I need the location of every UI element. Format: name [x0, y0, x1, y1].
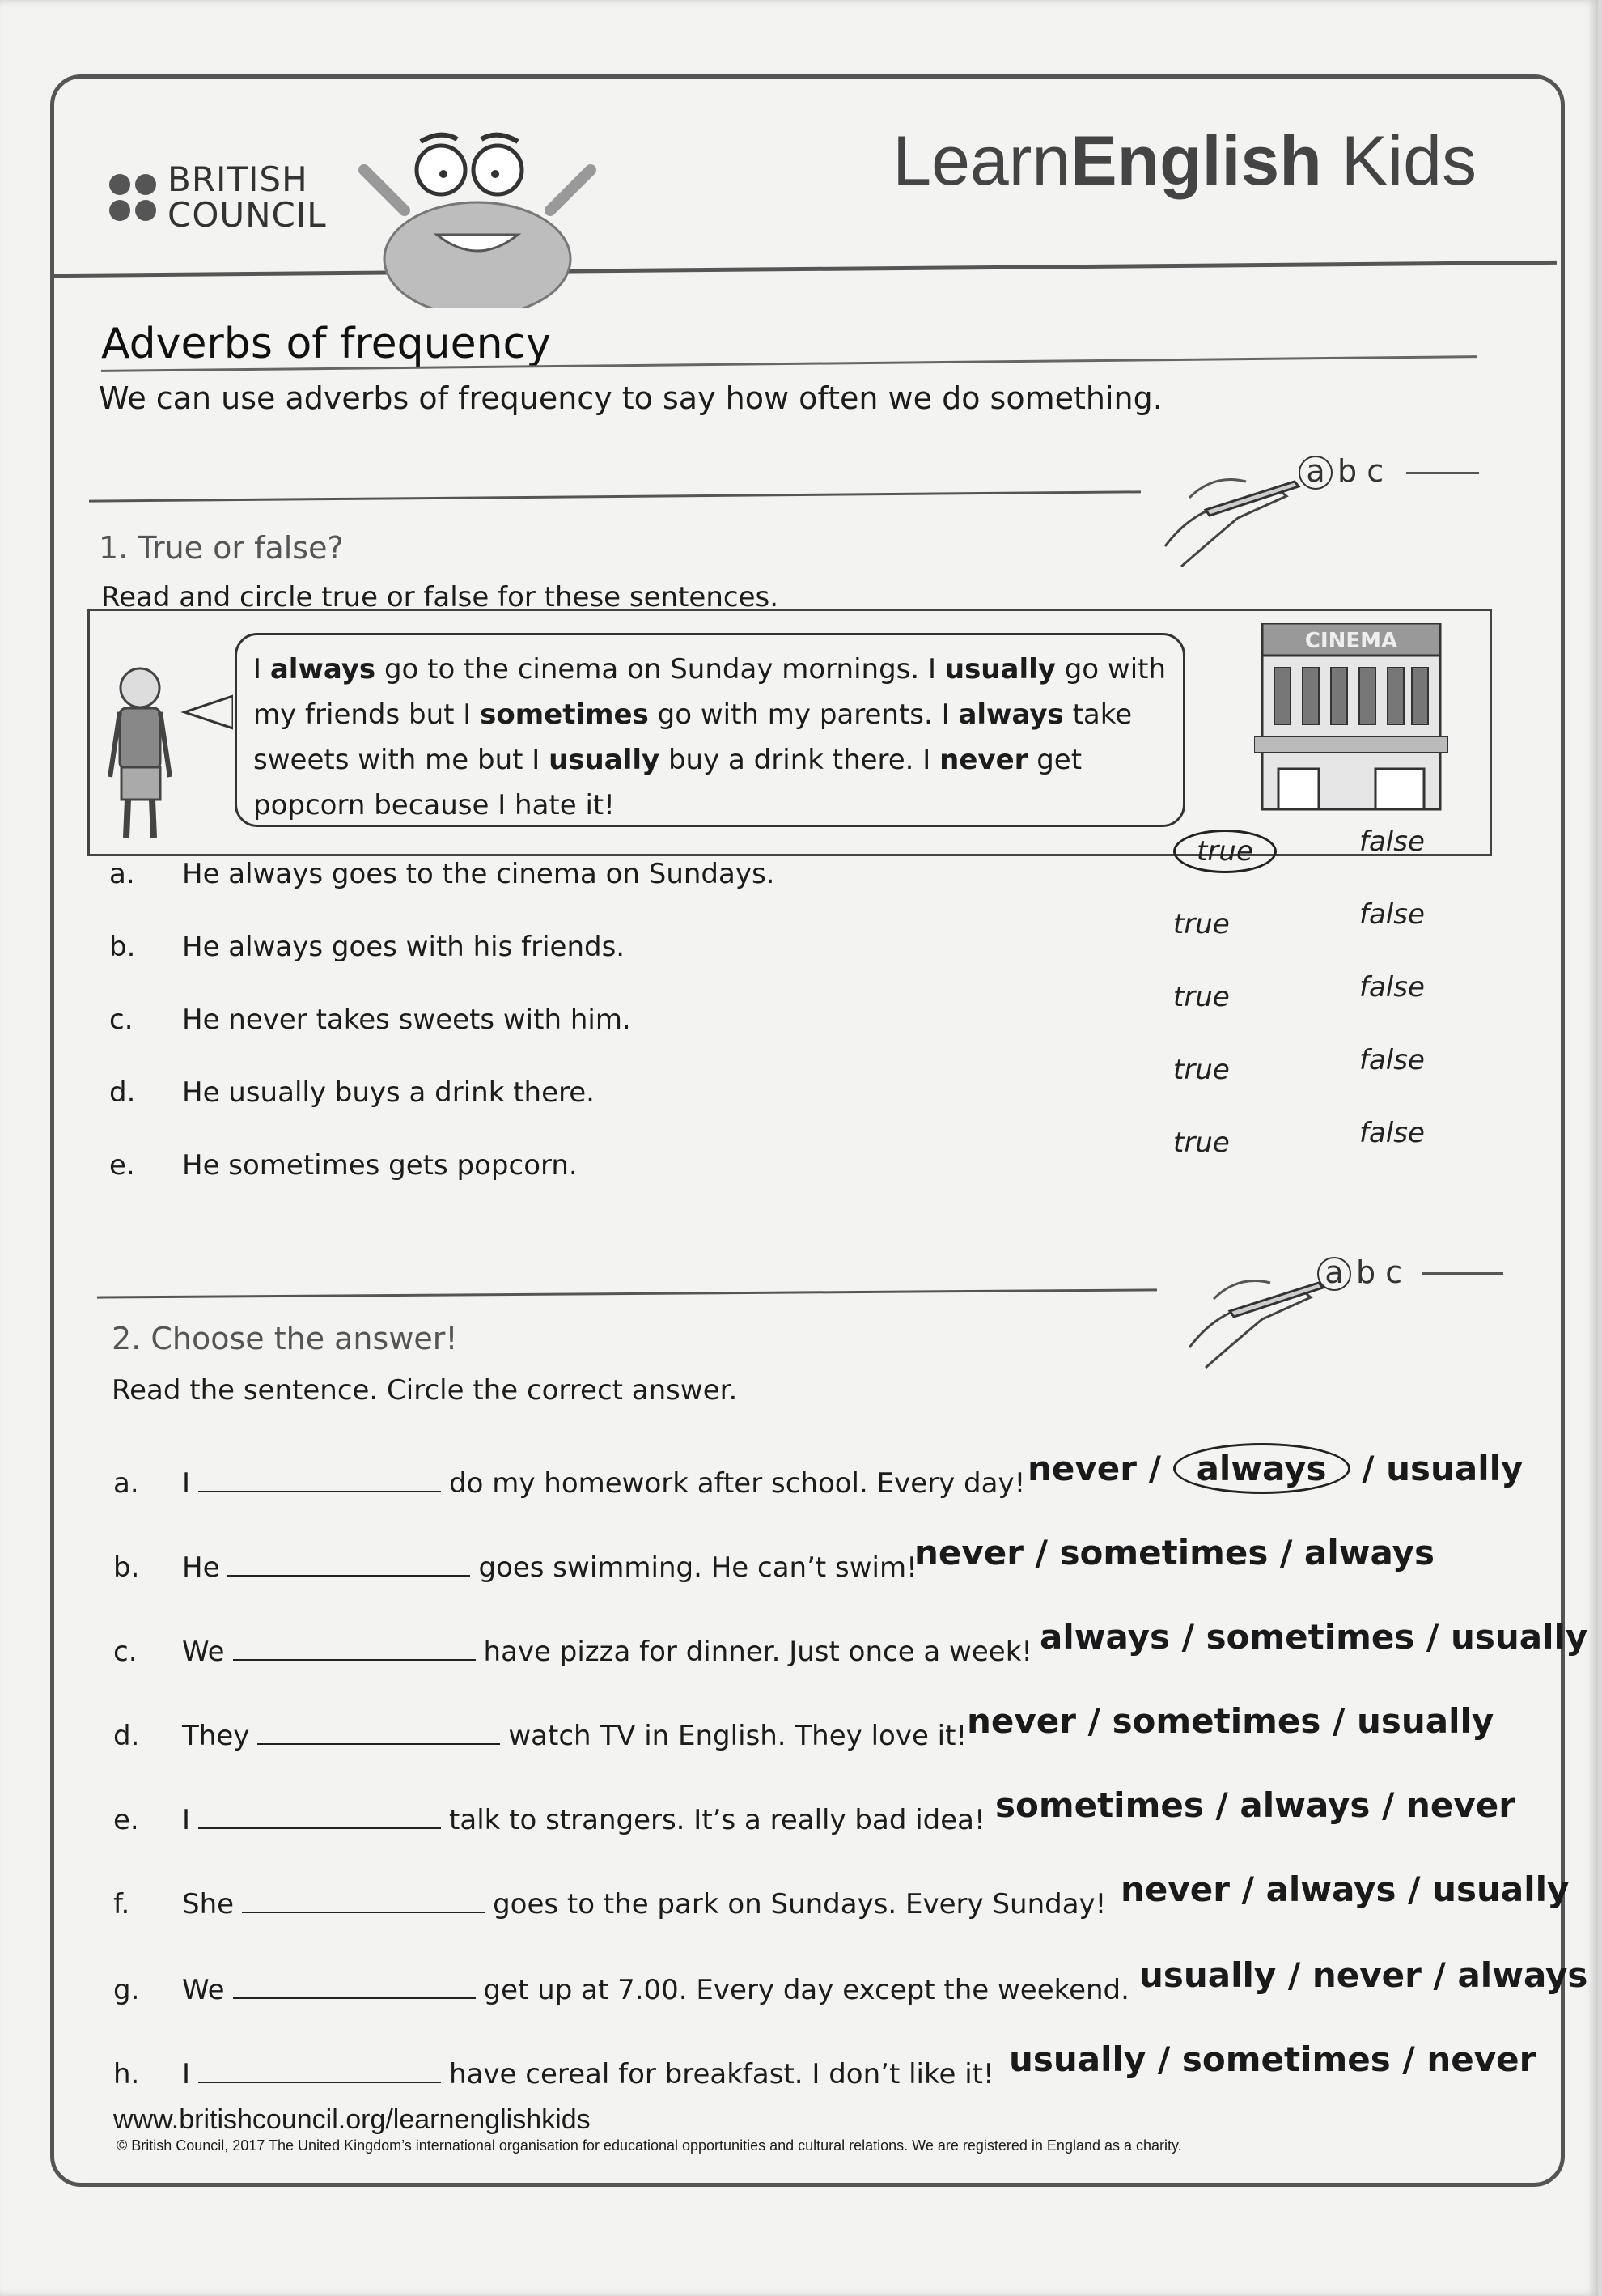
- tf-question: [109, 1004, 631, 1036]
- question-text: have pizza for dinner. Just once a week!: [483, 1636, 1033, 1668]
- answer-blank[interactable]: [233, 1973, 476, 1999]
- answer-option[interactable]: sometimes: [1206, 1617, 1415, 1657]
- logo-dots-icon: [109, 174, 156, 221]
- answer-options: [1028, 1449, 1523, 1488]
- question-letter: d.: [109, 1076, 136, 1109]
- false-option[interactable]: false: [1359, 1044, 1425, 1076]
- british-council-logo: [109, 159, 327, 235]
- true-option[interactable]: true: [1173, 908, 1230, 940]
- question-subject: I: [182, 2058, 191, 2090]
- abc-line-1: [1406, 472, 1479, 474]
- answer-blank[interactable]: [198, 2057, 441, 2083]
- answer-options: [1009, 2039, 1536, 2079]
- false-option[interactable]: false: [1359, 898, 1425, 931]
- story-fragment: take sweets with me but I: [253, 698, 1133, 776]
- question-letter: a.: [113, 1467, 139, 1500]
- answer-blank[interactable]: [227, 1551, 470, 1577]
- tf-question: [109, 1076, 595, 1109]
- brand-english: English: [1070, 122, 1322, 200]
- question-letter: a.: [109, 858, 135, 890]
- section1-heading: 1. True or false?: [99, 530, 344, 566]
- section2-instruction: Read the sentence. Circle the correct answer.: [112, 1374, 738, 1407]
- option-separator: /: [1390, 2039, 1427, 2079]
- answer-option[interactable]: sometimes: [1181, 2039, 1391, 2079]
- question-letter: g.: [113, 1974, 140, 2006]
- answer-option[interactable]: sometimes: [1112, 1701, 1321, 1741]
- option-separator: /: [1320, 1701, 1357, 1741]
- footer-url: www.britishcouncil.org/learnenglishkids: [113, 2104, 591, 2135]
- story-adverb: usually: [549, 744, 660, 776]
- question-text: He always goes with his friends.: [182, 931, 625, 963]
- true-option[interactable]: true: [1173, 1054, 1230, 1086]
- option-separator: /: [1203, 1785, 1240, 1825]
- choose-question: [113, 1887, 1106, 1920]
- answer-option[interactable]: usually: [1386, 1449, 1524, 1488]
- cinema-building-icon: [1254, 623, 1448, 813]
- option-separator: /: [1136, 1449, 1173, 1488]
- answer-option[interactable]: usually: [1356, 1701, 1494, 1741]
- answer-options: [1121, 1869, 1569, 1909]
- answer-option[interactable]: always: [1303, 1533, 1435, 1572]
- boy-illustration-icon: [104, 664, 233, 850]
- question-letter: c.: [113, 1636, 138, 1668]
- abc-label-2: [1317, 1254, 1402, 1291]
- page-title: Adverbs of frequency: [101, 320, 551, 368]
- question-text: goes swimming. He can’t swim!: [478, 1551, 918, 1584]
- question-subject: I: [182, 1804, 191, 1836]
- answer-option[interactable]: always: [1265, 1869, 1396, 1909]
- option-separator: /: [1276, 1955, 1312, 1995]
- circled-a-icon-2: a: [1317, 1257, 1351, 1291]
- question-text: He never takes sweets with him.: [182, 1004, 631, 1036]
- answer-option[interactable]: usually: [1432, 1869, 1570, 1909]
- question-letter: c.: [109, 1004, 134, 1036]
- brand-kids: Kids: [1321, 122, 1477, 200]
- abc-label: [1299, 453, 1384, 490]
- abc-text: b c: [1337, 453, 1384, 489]
- answer-option[interactable]: never: [1121, 1869, 1230, 1909]
- option-separator: /: [1268, 1533, 1304, 1572]
- circled-a-icon: a: [1299, 456, 1333, 490]
- answer-option[interactable]: never: [1028, 1449, 1137, 1488]
- story-adverb: always: [958, 698, 1064, 731]
- answer-option[interactable]: always: [1040, 1617, 1170, 1657]
- question-subject: We: [182, 1974, 225, 2006]
- answer-option[interactable]: never: [914, 1533, 1024, 1572]
- question-text: do my homework after school. Every day!: [449, 1467, 1026, 1500]
- cinema-sign: CINEMA: [1304, 629, 1398, 653]
- choose-question: [113, 1973, 1129, 2006]
- question-subject: He: [182, 1551, 220, 1584]
- question-subject: I: [182, 1467, 191, 1500]
- section2-heading: 2. Choose the answer!: [112, 1321, 458, 1356]
- question-text: get up at 7.00. Every day except the weekend.: [483, 1974, 1129, 2006]
- choose-question: [113, 1466, 1025, 1500]
- question-text: He sometimes gets popcorn.: [182, 1149, 578, 1182]
- story-adverb: never: [939, 744, 1028, 776]
- false-option[interactable]: false: [1359, 971, 1425, 1004]
- answer-option[interactable]: sometimes: [1059, 1533, 1269, 1572]
- option-separator: /: [1229, 1869, 1266, 1909]
- answer-option[interactable]: always: [1457, 1955, 1588, 1995]
- question-text: He always goes to the cinema on Sundays.: [182, 858, 775, 890]
- logo-text-line2: COUNCIL: [167, 195, 327, 235]
- choose-question: [113, 2057, 994, 2090]
- story-adverb: sometimes: [480, 698, 649, 731]
- story-fragment: I: [253, 653, 270, 685]
- answer-blank[interactable]: [198, 1803, 441, 1829]
- story-adverb: usually: [944, 653, 1056, 685]
- question-letter: b.: [109, 931, 136, 963]
- tf-question: [109, 1149, 578, 1182]
- option-separator: /: [1414, 1617, 1451, 1657]
- answer-options: [914, 1533, 1435, 1572]
- option-separator: /: [1396, 1869, 1433, 1909]
- answer-option[interactable]: always: [1240, 1785, 1371, 1825]
- story-fragment: go with my parents. I: [648, 698, 959, 731]
- question-letter: e.: [113, 1804, 139, 1836]
- abc-line-2: [1422, 1272, 1503, 1275]
- option-separator: /: [1169, 1617, 1206, 1657]
- intro-text: We can use adverbs of frequency to say how often we do something.: [99, 380, 1163, 416]
- question-text: talk to strangers. It’s a really bad idea!: [449, 1804, 985, 1836]
- tf-question: [109, 858, 775, 890]
- answer-option[interactable]: usually: [1139, 1955, 1277, 1995]
- false-option[interactable]: false: [1359, 1117, 1425, 1149]
- question-text: have cereal for breakfast. I don’t like it!: [449, 2058, 994, 2090]
- question-text: watch TV in English. They love it!: [508, 1720, 968, 1752]
- story-fragment: get popcorn because I hate it!: [253, 744, 1083, 821]
- pencil-hand-icon: [1157, 449, 1319, 571]
- answer-blank[interactable]: [257, 1719, 500, 1745]
- section1-instruction: Read and circle true or false for these sentences.: [101, 581, 779, 613]
- question-subject: They: [182, 1720, 250, 1752]
- question-letter: d.: [113, 1720, 140, 1752]
- answer-option[interactable]: usually: [1009, 2039, 1146, 2079]
- story-fragment: buy a drink there. I: [659, 744, 940, 776]
- story-fragment: go with my friends but I: [253, 653, 1167, 731]
- story-text: [253, 653, 1166, 821]
- brand-learn: Learn: [892, 122, 1071, 200]
- abc-text-2: b c: [1356, 1254, 1403, 1290]
- question-subject: She: [182, 1888, 235, 1920]
- answer-option[interactable]: usually: [1450, 1617, 1588, 1657]
- false-option[interactable]: false: [1359, 825, 1425, 858]
- question-text: goes to the park on Sundays. Every Sunday!: [493, 1888, 1107, 1920]
- story-speech-bubble: [235, 633, 1185, 827]
- copyright-notice: © British Council, 2017 The United Kingdom’s international organisation for educational opportunities and cultural relations. We are registered in England as a charity.: [117, 2137, 1182, 2154]
- answer-options: [995, 1785, 1515, 1825]
- true-option[interactable]: true: [1173, 981, 1230, 1013]
- story-adverb: always: [269, 653, 376, 685]
- tf-question: [109, 931, 625, 963]
- true-option[interactable]: true: [1173, 1127, 1230, 1159]
- answer-blank[interactable]: [242, 1887, 485, 1913]
- choose-question: [113, 1719, 967, 1752]
- choose-question: [113, 1803, 985, 1836]
- question-letter: e.: [109, 1149, 135, 1182]
- logo-text-line1: BRITISH: [167, 159, 308, 199]
- learnenglish-kids-logo: [892, 121, 1477, 202]
- choose-question: [113, 1635, 1032, 1668]
- true-option[interactable]: true: [1173, 830, 1277, 873]
- choose-question: [113, 1551, 918, 1584]
- answer-option[interactable]: never: [1405, 1785, 1515, 1825]
- question-letter: f.: [113, 1888, 130, 1920]
- question-subject: We: [182, 1636, 225, 1668]
- answer-option[interactable]: never: [1312, 1955, 1422, 1995]
- answer-option[interactable]: always: [1173, 1443, 1350, 1494]
- answer-option[interactable]: never: [967, 1701, 1076, 1741]
- story-fragment: go to the cinema on Sunday mornings. I: [375, 653, 945, 685]
- answer-option[interactable]: sometimes: [995, 1785, 1204, 1825]
- answer-options: [1139, 1955, 1587, 1995]
- option-separator: /: [1146, 2039, 1182, 2079]
- option-separator: /: [1370, 1785, 1406, 1825]
- option-separator: /: [1350, 1449, 1387, 1488]
- question-letter: b.: [113, 1551, 140, 1584]
- answer-blank[interactable]: [198, 1466, 441, 1492]
- option-separator: /: [1421, 1955, 1458, 1995]
- answer-options: [967, 1701, 1494, 1741]
- question-letter: h.: [113, 2058, 140, 2090]
- option-separator: /: [1075, 1701, 1112, 1741]
- option-separator: /: [1023, 1533, 1060, 1572]
- answer-blank[interactable]: [233, 1635, 476, 1661]
- answer-option[interactable]: never: [1426, 2039, 1536, 2079]
- mascot-monster-icon: [356, 121, 599, 308]
- answer-options: [1040, 1617, 1587, 1657]
- question-text: He usually buys a drink there.: [182, 1076, 595, 1109]
